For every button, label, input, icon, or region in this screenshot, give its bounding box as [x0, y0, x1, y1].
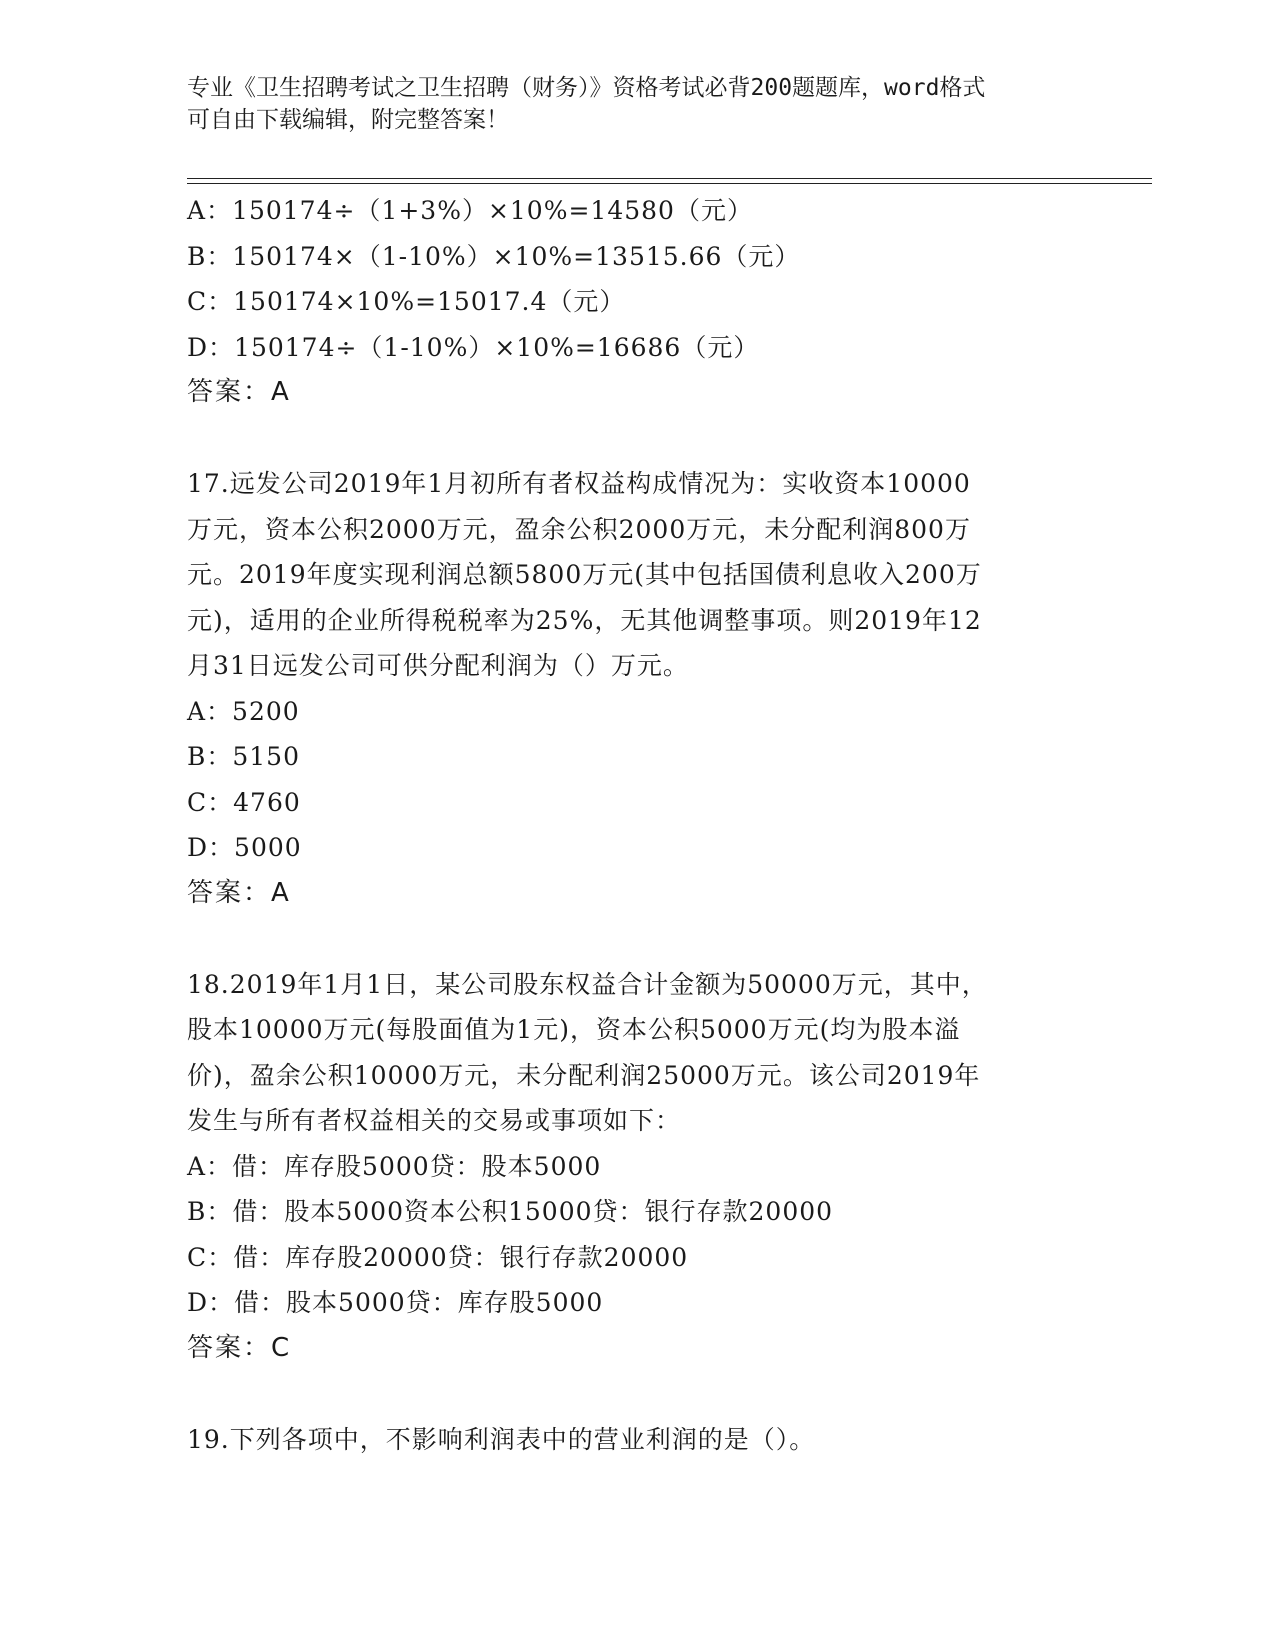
question-stem-line: 发生与所有者权益相关的交易或事项如下：	[187, 1106, 682, 1135]
option-c: C：借：库存股20000贷：银行存款20000	[187, 1242, 689, 1272]
spacer	[187, 1371, 1087, 1417]
option-b: B：5150	[187, 742, 300, 771]
option-d: D：150174÷（1-10%）×10%=16686（元）	[187, 332, 760, 362]
question-17-block	[187, 461, 1087, 916]
option-a: A：借：库存股5000贷：股本5000	[187, 1151, 602, 1181]
question-stem-line: 元。2019年度实现利润总额5800万元(其中包括国债利息收入200万	[187, 560, 982, 589]
option-d: D：5000	[187, 833, 302, 862]
question-stem-line: 19.下列各项中，不影响利润表中的营业利润的是（）。	[187, 1424, 816, 1454]
question-stem-line: 万元，资本公积2000万元，盈余公积2000万元，未分配利润800万	[187, 514, 971, 544]
question-stem-line: 17.远发公司2019年1月初所有者权益构成情况为：实收资本10000	[187, 469, 971, 498]
question-stem-line: 价)，盈余公积10000万元，未分配利润25000万元。该公司2019年	[187, 1060, 981, 1090]
document-header	[187, 72, 1067, 136]
question-stem-line: 月31日远发公司可供分配利润为（）万元。	[187, 651, 689, 680]
option-b: B：借：股本5000资本公积15000贷：银行存款20000	[187, 1197, 834, 1226]
question-19-block	[187, 1417, 1087, 1463]
option-c: C：150174×10%=15017.4（元）	[187, 287, 626, 316]
question-stem-line: 股本10000万元(每股面值为1元)，资本公积5000万元(均为股本溢	[187, 1015, 961, 1044]
question-18-block	[187, 962, 1087, 1372]
header-line-2: 可自由下载编辑，附完整答案！	[187, 107, 509, 133]
option-a: A：5200	[187, 696, 300, 726]
header-divider-bottom	[187, 183, 1152, 184]
option-a: A：150174÷（1+3%）×10%=14580（元）	[187, 196, 753, 225]
question-content	[187, 188, 1087, 1462]
header-divider-top	[187, 178, 1152, 179]
question-stem-line: 元)，适用的企业所得税税率为25%，无其他调整事项。则2019年12	[187, 605, 982, 635]
answer-line: 答案：A	[187, 377, 291, 407]
option-b: B：150174×（1-10%）×10%=13515.66（元）	[187, 241, 801, 271]
header-line-1: 专业《卫生招聘考试之卫生招聘（财务）》资格考试必背200题题库，word格式	[187, 75, 986, 101]
question-16-block	[187, 188, 1087, 416]
answer-line: 答案：A	[187, 877, 291, 908]
spacer	[187, 916, 1087, 962]
option-d: D：借：股本5000贷：库存股5000	[187, 1288, 604, 1317]
answer-line: 答案：C	[187, 1332, 292, 1363]
spacer	[187, 416, 1087, 462]
option-c: C：4760	[187, 787, 301, 817]
question-stem-line: 18.2019年1月1日，某公司股东权益合计金额为50000万元，其中，	[187, 969, 988, 999]
